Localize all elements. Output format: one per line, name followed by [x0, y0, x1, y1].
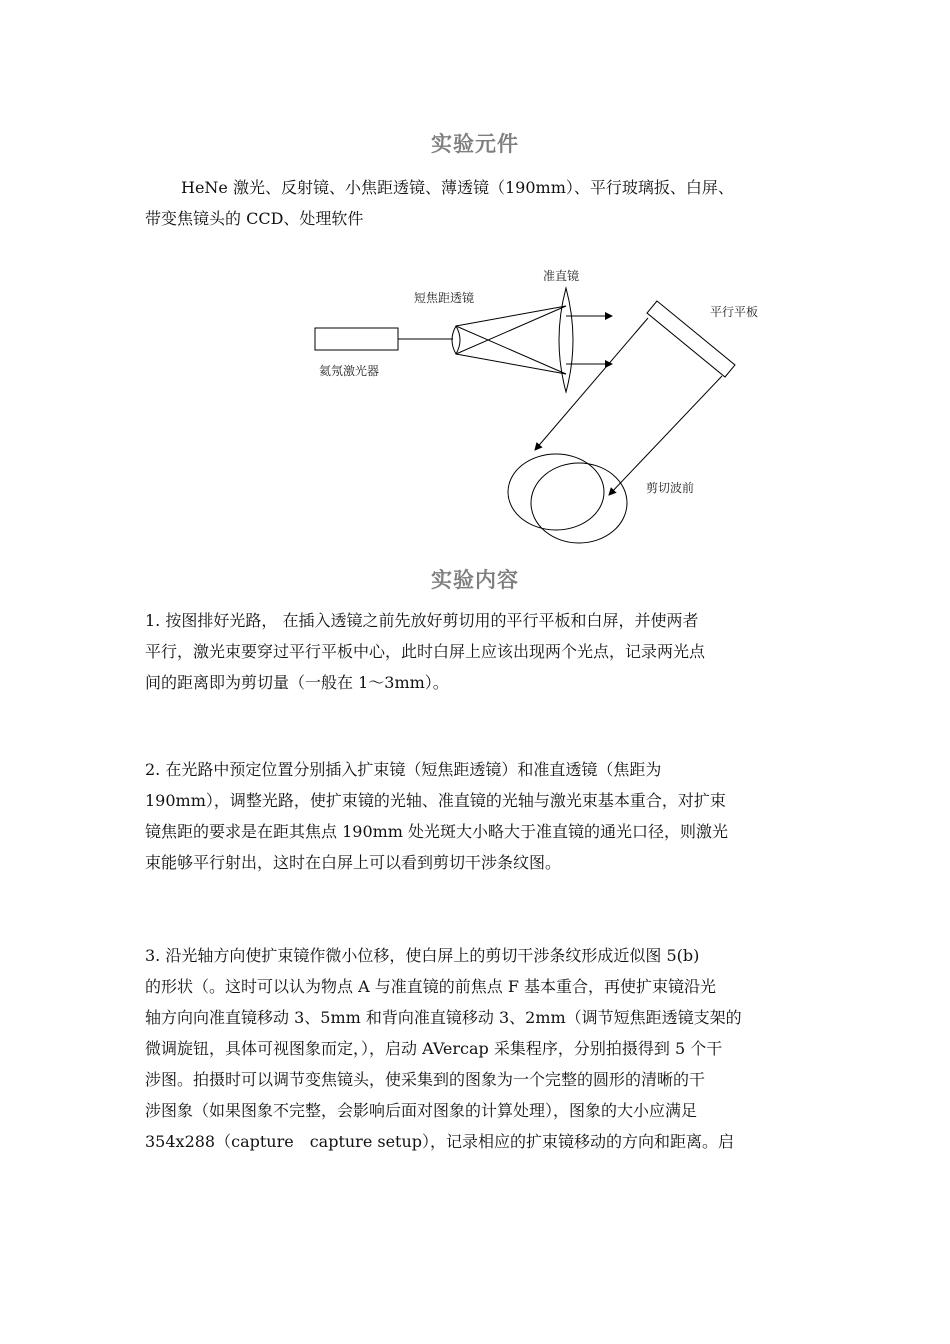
step-1-line: 间的距离即为剪切量（一般在 1～3mm）。 [145, 673, 449, 692]
laser-body [315, 328, 398, 350]
step-2-line: 镜焦距的要求是在距其焦点 190mm 处光斑大小略大于准直镜的通光口径，则激光 [145, 822, 729, 841]
section-title-components: 实验元件 [431, 132, 519, 156]
focus-ray-lower [456, 326, 566, 374]
step-3-line: 涉图。拍摄时可以调节变焦镜头，使采集到的图象为一个完整的圆形的清晰的干 [145, 1070, 706, 1089]
section-title-contents: 实验内容 [431, 568, 519, 592]
step-3-line: 的形状（。这时可以认为物点 A 与准直镜的前焦点 F 基本重合，再使扩束镜沿光 [145, 977, 717, 996]
wavefront-circle-1 [508, 454, 604, 530]
label-shear-wavefront: 剪切波前 [646, 481, 695, 495]
components-line: HeNe 激光、反射镜、小焦距透镜、薄透镜（190mm）、平行玻璃扳、白屏、 [181, 178, 734, 197]
step-2-line: 束能够平行射出，这时在白屏上可以看到剪切干涉条纹图。 [145, 853, 562, 872]
focus-ray-upper [456, 306, 566, 354]
step-2-line: 190mm），调整光路，使扩束镜的光轴、准直镜的光轴与激光束基本重合，对扩束 [145, 791, 726, 810]
short-focal-lens [452, 326, 460, 354]
step-3-paragraph [145, 940, 810, 1157]
diverging-ray-lower [456, 354, 566, 374]
wavefront-circle-2 [531, 463, 627, 543]
step-1-line: 1. 按图排好光路， 在插入透镜之前先放好剪切用的平行平板和白屏，并使两者 [145, 611, 699, 630]
step-1-line: 平行，激光束要穿过平行平板中心，此时白屏上应该出现两个光点，记录两光点 [145, 642, 706, 661]
reflected-ray-back [609, 376, 722, 495]
step-3-line: 微调旋钮，具体可视图象而定，），启动 AVercap 采集程序，分别拍摄得到 5 个干 [145, 1039, 723, 1058]
step-3-line: 3. 沿光轴方向使扩束镜作微小位移，使白屏上的剪切干涉条纹形成近似图 5(b) [145, 946, 700, 965]
label-short-focal-lens: 短焦距透镜 [414, 291, 475, 305]
collimator-lens [559, 288, 573, 392]
label-parallel-plate: 平行平板 [710, 305, 759, 319]
optical-setup-diagram [0, 250, 950, 570]
step-2-paragraph [145, 754, 810, 878]
step-3-line: 354x288（capture capture setup），记录相应的扩束镜移动的方向和距离。启 [145, 1132, 735, 1151]
diverging-ray-upper [456, 306, 566, 326]
step-1-paragraph [145, 605, 810, 698]
label-laser: 氦氖激光器 [319, 364, 380, 378]
reflected-ray-front [535, 318, 648, 450]
step-3-line: 轴方向向准直镜移动 3、5mm 和背向准直镜移动 3、2mm（调节短焦距透镜支架的 [145, 1008, 742, 1027]
step-2-line: 2. 在光路中预定位置分别插入扩束镜（短焦距透镜）和准直透镜（焦距为 [145, 760, 662, 779]
step-3-line: 涉图象（如果图象不完整，会影响后面对图象的计算处理），图象的大小应满足 [145, 1101, 698, 1120]
components-line: 带变焦镜头的 CCD、处理软件 [145, 209, 364, 228]
components-paragraph [145, 172, 810, 234]
label-collimator: 准直镜 [543, 269, 580, 283]
